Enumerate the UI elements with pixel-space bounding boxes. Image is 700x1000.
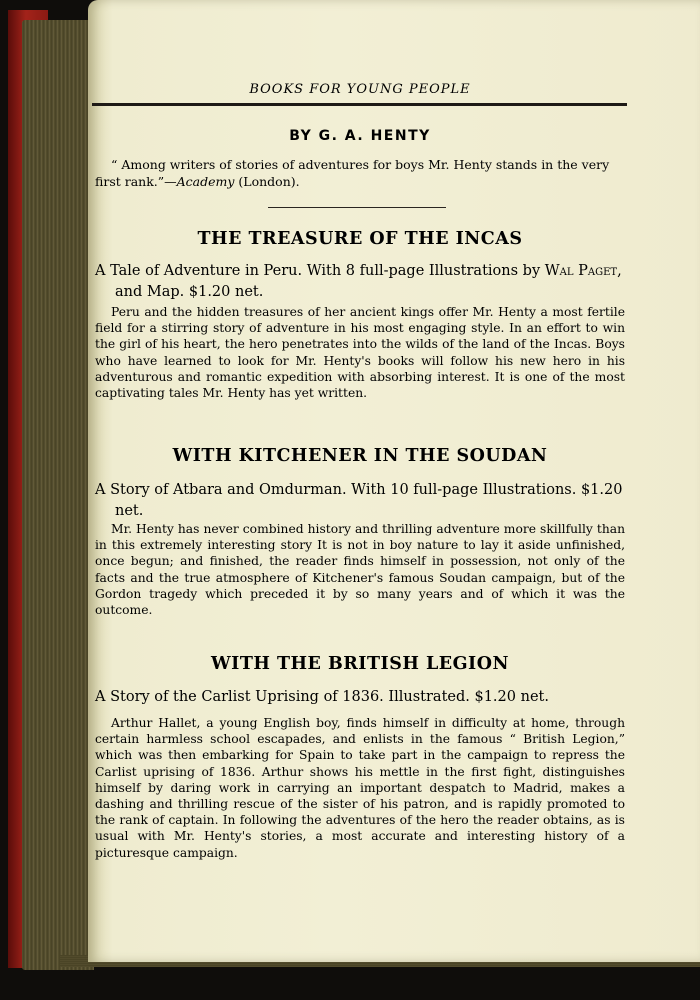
book-description: Arthur Hallet, a young English boy, finds himself in difficulty at home, through certain harmless school escapades, and enlists in the famous “ British Legion,” which was then embarking for Spain to take part in the campaign to repress the Carlist uprising of 1836. Arthur shows his mettle in the first fight, distinguishes himself by daring work in carrying an important despatch to Madrid, makes a dashing and thrilling rescue of the sister of his patron, and is rapidly promoted to the rank of captain. In following the adventures of the hero the reader obtains, as is usual with Mr. Henty's stories, a most accurate and interesting history of a picturesque campaign. (95, 716, 625, 860)
book-subtitle: A Story of Atbara and Omdurman. With 10 full-page Illustrations. $1.20 net. (95, 482, 623, 519)
author-heading: BY G. A. HENTY (289, 128, 431, 144)
illustrator-name: Wal Paget (544, 263, 618, 279)
book-subtitle: A Story of the Carlist Uprising of 1836. Illustrated. $1.20 net. (95, 689, 549, 705)
book-title: WITH KITCHENER IN THE SOUDAN (172, 446, 548, 466)
subtitle-text: A Tale of Adventure in Peru. With 8 full-page Illustrations by (95, 263, 545, 279)
book-description: Mr. Henty has never combined history and thrilling adventure more skillfully than in this extremely interesting story It is not in boy nature to lay it aside unfinished, once begun; and finished, the reader finds himself in possession, not only of the facts and the true atmosphere of Kitchener's famous Soudan campaign, but of the Gordon tragedy which preceded it by so many years and of which it was the outcome. (95, 522, 625, 618)
book-title: WITH THE BRITISH LEGION (211, 654, 509, 674)
running-head: BOOKS FOR YOUNG PEOPLE (249, 82, 471, 97)
header-rule (92, 103, 627, 106)
quote-location: (London). (234, 174, 300, 189)
quote-source: Academy (176, 174, 235, 189)
book-title: THE TREASURE OF THE INCAS (197, 229, 523, 249)
book-description: Peru and the hidden treasures of her ancient kings offer Mr. Henty a most fertile field for a stirring story of adventure in his most engaging style. In an effort to win the girl of his heart, the hero penetrates into the wilds of the land of the Incas. Boys who have learned to look for Mr. Henty's books will follow his new hero in his adventurous and romantic expedition with absorbing interest. It is one of the most captivating tales Mr. Henty has yet written. (95, 305, 625, 401)
quote-text: “ Among writers of stories of adventures for boys Mr. Henty stands in the very first rank.”— (95, 157, 610, 189)
subtitle-text-end: , and Map. $1.20 net. (115, 263, 622, 300)
book-subtitle (95, 261, 625, 303)
page-edges (22, 20, 94, 970)
review-quote (95, 156, 625, 190)
section-divider (268, 207, 446, 208)
